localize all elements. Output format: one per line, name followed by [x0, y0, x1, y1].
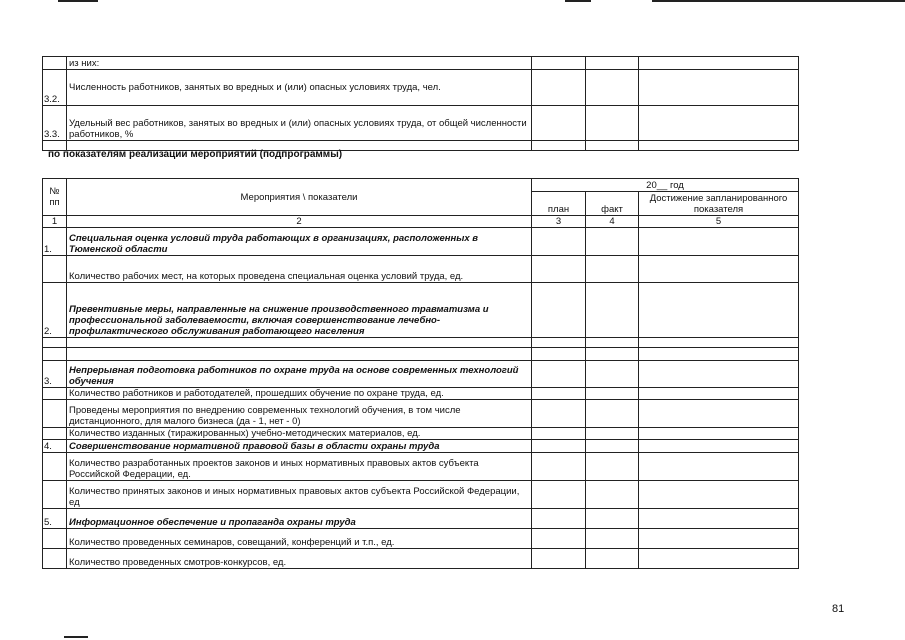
page-number: 81 — [832, 603, 845, 615]
table-row — [43, 428, 799, 440]
cell-plan — [532, 141, 586, 151]
cell-fact — [586, 338, 639, 348]
cell-achievement — [639, 106, 799, 141]
table-row — [43, 400, 799, 428]
cell-fact — [586, 529, 639, 549]
cell-fact — [586, 256, 639, 283]
table-row — [43, 388, 799, 400]
table-row — [43, 348, 799, 361]
cell-achievement — [639, 348, 799, 361]
cell-achievement — [639, 361, 799, 388]
cell-fact — [586, 388, 639, 400]
cell-plan — [532, 70, 586, 106]
cell-fact — [586, 440, 639, 453]
cell-plan — [532, 388, 586, 400]
row-number — [43, 428, 67, 440]
column-header-number: № пп — [43, 179, 67, 216]
cell-fact — [586, 141, 639, 151]
table-row — [43, 283, 799, 338]
row-number: 3.2. — [43, 70, 67, 106]
cell-fact — [586, 400, 639, 428]
cell-fact — [586, 453, 639, 481]
table-row — [43, 338, 799, 348]
row-text: Превентивные меры, направленные на снижение производственного травматизма и профессиональной заболеваемости, включая совершенствование лечебно-профилактического обслуживания работающего населения — [67, 283, 532, 338]
scan-mark — [652, 0, 905, 2]
cell-achievement — [639, 529, 799, 549]
row-text: Количество принятых законов и иных нормативных правовых актов субъекта Российской Федерации, ед — [67, 481, 532, 509]
row-number: 5. — [43, 509, 67, 529]
cell-plan — [532, 440, 586, 453]
row-text: Непрерывная подготовка работников по охране труда на основе современных технологий обучения — [67, 361, 532, 388]
row-text: Количество рабочих мест, на которых проведена специальная оценка условий труда, ед. — [67, 256, 532, 283]
column-numbers-row — [43, 216, 799, 228]
cell-plan — [532, 348, 586, 361]
row-text: Совершенствование нормативной правовой базы в области охраны труда — [67, 440, 532, 453]
section-subtitle: по показателям реализации мероприятий (подпрограммы) — [48, 149, 343, 160]
table-row — [43, 228, 799, 256]
cell-achievement — [639, 57, 799, 70]
cell-fact — [586, 283, 639, 338]
cell-plan — [532, 361, 586, 388]
header-row — [43, 179, 799, 192]
cell-achievement — [639, 481, 799, 509]
cell-fact — [586, 70, 639, 106]
column-number: 1 — [43, 216, 67, 228]
cell-fact — [586, 106, 639, 141]
cell-achievement — [639, 388, 799, 400]
cell-achievement — [639, 549, 799, 569]
activities-table — [42, 178, 799, 569]
row-number — [43, 481, 67, 509]
row-text: Количество проведенных смотров-конкурсов, ед. — [67, 549, 532, 569]
row-text: Количество изданных (тиражированных) учебно-методических материалов, ед. — [67, 428, 532, 440]
row-number — [43, 348, 67, 361]
column-header-plan: план — [532, 192, 586, 216]
column-header-achievement: Достижение запланированного показателя — [639, 192, 799, 216]
table-row — [43, 57, 799, 70]
row-text: Количество разработанных проектов законов и иных нормативных правовых актов субъекта Российской Федерации, ед. — [67, 453, 532, 481]
row-number — [43, 453, 67, 481]
row-text: из них: — [67, 57, 532, 70]
scan-mark — [58, 0, 98, 2]
row-text: Информационное обеспечение и пропаганда охраны труда — [67, 509, 532, 529]
table-row — [43, 549, 799, 569]
cell-plan — [532, 106, 586, 141]
column-header-year: 20__ год — [532, 179, 799, 192]
cell-fact — [586, 509, 639, 529]
cell-fact — [586, 57, 639, 70]
column-number: 2 — [67, 216, 532, 228]
row-text — [67, 348, 532, 361]
column-header-fact: факт — [586, 192, 639, 216]
column-header-activities: Мероприятия \ показатели — [67, 179, 532, 216]
cell-fact — [586, 348, 639, 361]
column-number: 3 — [532, 216, 586, 228]
row-text: Количество проведенных семинаров, совещаний, конференций и т.п., ед. — [67, 529, 532, 549]
cell-plan — [532, 228, 586, 256]
table-row — [43, 529, 799, 549]
row-text: Проведены мероприятия по внедрению современных технологий обучения, в том числе дистанционного, для малого бизнеса (да - 1, нет - 0) — [67, 400, 532, 428]
scan-mark — [64, 636, 88, 638]
row-number: 3.3. — [43, 106, 67, 141]
table-row — [43, 481, 799, 509]
column-number: 4 — [586, 216, 639, 228]
cell-plan — [532, 283, 586, 338]
row-number: 4. — [43, 440, 67, 453]
cell-fact — [586, 481, 639, 509]
row-text — [67, 338, 532, 348]
cell-achievement — [639, 70, 799, 106]
cell-plan — [532, 529, 586, 549]
row-number — [43, 549, 67, 569]
row-number — [43, 388, 67, 400]
cell-plan — [532, 481, 586, 509]
cell-achievement — [639, 440, 799, 453]
cell-plan — [532, 509, 586, 529]
cell-achievement — [639, 453, 799, 481]
cell-plan — [532, 256, 586, 283]
scan-mark — [565, 0, 591, 2]
row-number — [43, 57, 67, 70]
row-number — [43, 338, 67, 348]
row-text: Количество работников и работодателей, прошедших обучение по охране труда, ед. — [67, 388, 532, 400]
table-row — [43, 509, 799, 529]
cell-achievement — [639, 338, 799, 348]
cell-fact — [586, 428, 639, 440]
cell-plan — [532, 57, 586, 70]
row-number — [43, 256, 67, 283]
cell-fact — [586, 228, 639, 256]
cell-fact — [586, 549, 639, 569]
row-text: Специальная оценка условий труда работающих в организациях, расположенных в Тюменской области — [67, 228, 532, 256]
table-row — [43, 70, 799, 106]
cell-achievement — [639, 428, 799, 440]
cell-plan — [532, 453, 586, 481]
cell-achievement — [639, 256, 799, 283]
cell-plan — [532, 549, 586, 569]
column-number: 5 — [639, 216, 799, 228]
indicators-table-continued — [42, 56, 799, 151]
row-text: Удельный вес работников, занятых во вредных и (или) опасных условиях труда, от общей численности работников, % — [67, 106, 532, 141]
row-number: 3. — [43, 361, 67, 388]
table-row — [43, 440, 799, 453]
cell-plan — [532, 428, 586, 440]
cell-achievement — [639, 228, 799, 256]
cell-achievement — [639, 509, 799, 529]
cell-plan — [532, 338, 586, 348]
cell-achievement — [639, 400, 799, 428]
table-row — [43, 106, 799, 141]
cell-achievement — [639, 141, 799, 151]
row-number — [43, 400, 67, 428]
row-number: 2. — [43, 283, 67, 338]
row-text: Численность работников, занятых во вредных и (или) опасных условиях труда, чел. — [67, 70, 532, 106]
table-row — [43, 256, 799, 283]
row-number — [43, 529, 67, 549]
table-row — [43, 453, 799, 481]
table-row — [43, 361, 799, 388]
cell-fact — [586, 361, 639, 388]
row-number: 1. — [43, 228, 67, 256]
cell-plan — [532, 400, 586, 428]
cell-achievement — [639, 283, 799, 338]
